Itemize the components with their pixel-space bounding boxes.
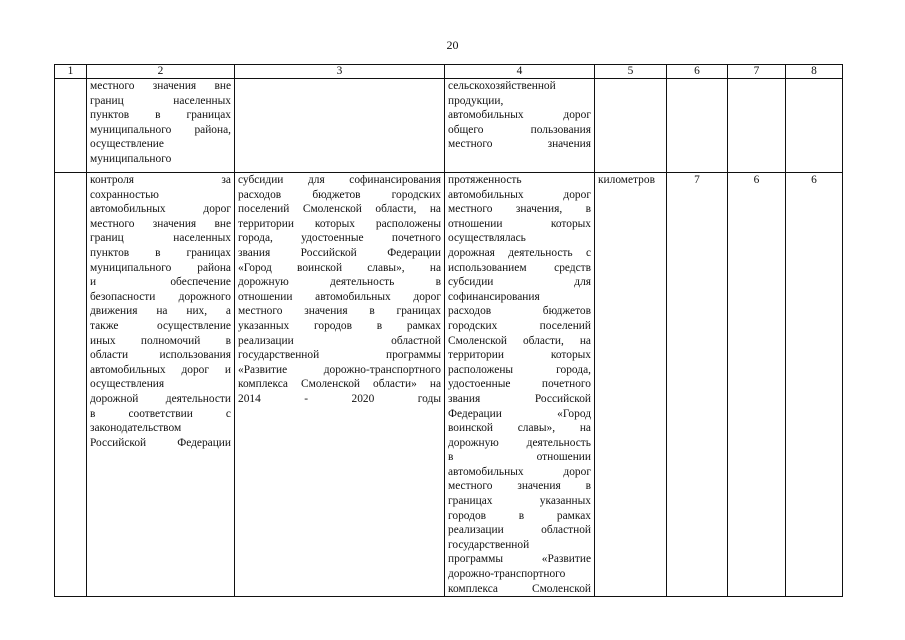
cell-text-line: расходов бюджетов xyxy=(448,305,591,318)
cell-text-line: поселений Смоленской области, на xyxy=(238,203,441,216)
cell-text-line: местного значения в xyxy=(448,480,591,493)
cell-text-line: территории которых xyxy=(448,349,591,362)
cell-text-line: местного значения, в xyxy=(448,203,591,216)
cell-text-line: Федерации «Город xyxy=(448,407,591,420)
cell-text-line: воинской славы», на xyxy=(448,422,591,435)
cell-text-line: иных полномочий в xyxy=(90,334,231,347)
cell-text-line: отношении которых xyxy=(448,217,591,230)
cell-text-line: дорожную деятельность xyxy=(448,436,591,449)
cell-text-line: расположены города, xyxy=(448,363,591,376)
cell-text-line: протяженность xyxy=(448,174,522,186)
cell-text-line: городских поселений xyxy=(448,319,591,332)
row2-col8-value: 6 xyxy=(786,173,843,597)
cell-text-line: продукции, xyxy=(448,94,504,107)
row1-col7-cell xyxy=(728,79,786,173)
cell-text-line: отношении автомобильных дорог xyxy=(238,290,441,303)
row1-col6-cell xyxy=(667,79,728,173)
cell-text-line: муниципального района, xyxy=(90,123,231,136)
cell-text-line: осуществления xyxy=(90,378,165,391)
cell-text-line: расходов бюджетов городских xyxy=(238,188,441,201)
row2-col7-value: 6 xyxy=(728,173,786,597)
table-row xyxy=(55,173,843,597)
cell-text-line: звания Российской xyxy=(448,392,591,405)
cell-text-line: дорожной деятельности xyxy=(90,392,231,405)
row2-col1-cell xyxy=(55,173,87,597)
cell-text-line: «Город воинской славы», на xyxy=(238,261,441,274)
cell-text-line: указанных городов в рамках xyxy=(238,319,441,332)
table-row xyxy=(55,79,843,173)
header-col-4: 4 xyxy=(445,65,595,79)
cell-text-line: автомобильных дорог xyxy=(448,465,591,478)
cell-text-line: государственной xyxy=(448,538,530,551)
cell-text-line: звания Российской Федерации xyxy=(238,246,441,259)
row1-col1-cell xyxy=(55,79,87,173)
cell-text-line: сельскохозяйственной xyxy=(448,80,556,92)
cell-text-line: осуществление xyxy=(90,138,164,151)
cell-text-line: субсидии для софинансирования xyxy=(238,174,441,186)
header-col-7: 7 xyxy=(728,65,786,79)
cell-text-line: дорожную деятельность в xyxy=(238,276,441,289)
cell-text-line: местного значения в границах xyxy=(238,305,441,318)
cell-text-line: Российской Федерации xyxy=(90,436,231,449)
cell-text-line: движения на них, а xyxy=(90,305,231,318)
cell-text-line: использованием средств xyxy=(448,261,591,274)
cell-text-line: территории которых расположены xyxy=(238,217,441,230)
cell-text-line: субсидии для xyxy=(448,276,591,289)
cell-text-line: удостоенные почетного xyxy=(448,378,591,391)
cell-text-line: автомобильных дорог xyxy=(448,109,591,122)
cell-text-line: города, удостоенные почетного xyxy=(238,232,441,245)
cell-text-line: автомобильных дорог xyxy=(90,203,231,216)
cell-text-line: комплекса Смоленской xyxy=(448,582,591,595)
cell-text-line: законодательством xyxy=(90,422,182,435)
cell-text-line: местного значения вне xyxy=(90,80,231,92)
cell-text-line: местного значения xyxy=(448,138,591,151)
cell-text-line: автомобильных дорог и xyxy=(90,363,231,376)
cell-text-line: реализации областной xyxy=(238,334,441,347)
cell-text-line: в отношении xyxy=(448,451,591,464)
cell-text-line: комплекса Смоленской области» на xyxy=(238,378,441,391)
row2-col4-cell xyxy=(445,173,595,597)
cell-text-line: сохранностью xyxy=(90,188,159,201)
cell-text-line: «Развитие дорожно-транспортного xyxy=(238,363,441,376)
cell-text-line: муниципального района xyxy=(90,261,231,274)
cell-text-line: дорожно-транспортного xyxy=(448,568,566,581)
cell-text-line: границ населенных xyxy=(90,94,231,107)
cell-text-line: пунктов в границах xyxy=(90,246,231,259)
indicator-table xyxy=(54,64,843,597)
row2-col2-cell xyxy=(87,173,235,597)
cell-text-line: 2014 - 2020 годы xyxy=(238,392,441,405)
cell-text-line: автомобильных дорог xyxy=(448,188,591,201)
cell-text-line: реализации областной xyxy=(448,524,591,537)
row2-unit-cell: километров xyxy=(595,173,667,597)
cell-text-line: городов в рамках xyxy=(448,509,591,522)
cell-text-line: дорожная деятельность с xyxy=(448,246,591,259)
header-col-1: 1 xyxy=(55,65,87,79)
table-header-row xyxy=(55,65,843,79)
cell-text-line: контроля за xyxy=(90,174,231,186)
header-col-6: 6 xyxy=(667,65,728,79)
header-col-8: 8 xyxy=(786,65,843,79)
page-number: 20 xyxy=(446,38,459,52)
cell-text-line: границах указанных xyxy=(448,495,591,508)
header-col-2: 2 xyxy=(87,65,235,79)
row1-col4-cell xyxy=(445,79,595,173)
row1-col3-cell xyxy=(235,79,445,173)
row2-col3-cell xyxy=(235,173,445,597)
cell-text-line: пунктов в границах xyxy=(90,109,231,122)
row1-col5-cell xyxy=(595,79,667,173)
row1-col8-cell xyxy=(786,79,843,173)
header-col-3: 3 xyxy=(235,65,445,79)
cell-text-line: общего пользования xyxy=(448,123,591,136)
cell-text-line: границ населенных xyxy=(90,232,231,245)
header-col-5: 5 xyxy=(595,65,667,79)
cell-text-line: безопасности дорожного xyxy=(90,290,231,303)
row1-col2-cell xyxy=(87,79,235,173)
cell-text-line: муниципального xyxy=(90,152,172,165)
cell-text-line: государственной программы xyxy=(238,349,441,362)
row2-col6-value: 7 xyxy=(667,173,728,597)
cell-text-line: и обеспечение xyxy=(90,276,231,289)
cell-text-line: также осуществление xyxy=(90,319,231,332)
cell-text-line: осуществлялась xyxy=(448,232,526,245)
cell-text-line: Смоленской области, на xyxy=(448,334,591,347)
cell-text-line: в соответствии с xyxy=(90,407,231,420)
cell-text-line: местного значения вне xyxy=(90,217,231,230)
cell-text-line: софинансирования xyxy=(448,290,540,303)
cell-text-line: программы «Развитие xyxy=(448,553,591,566)
cell-text-line: области использования xyxy=(90,349,231,362)
